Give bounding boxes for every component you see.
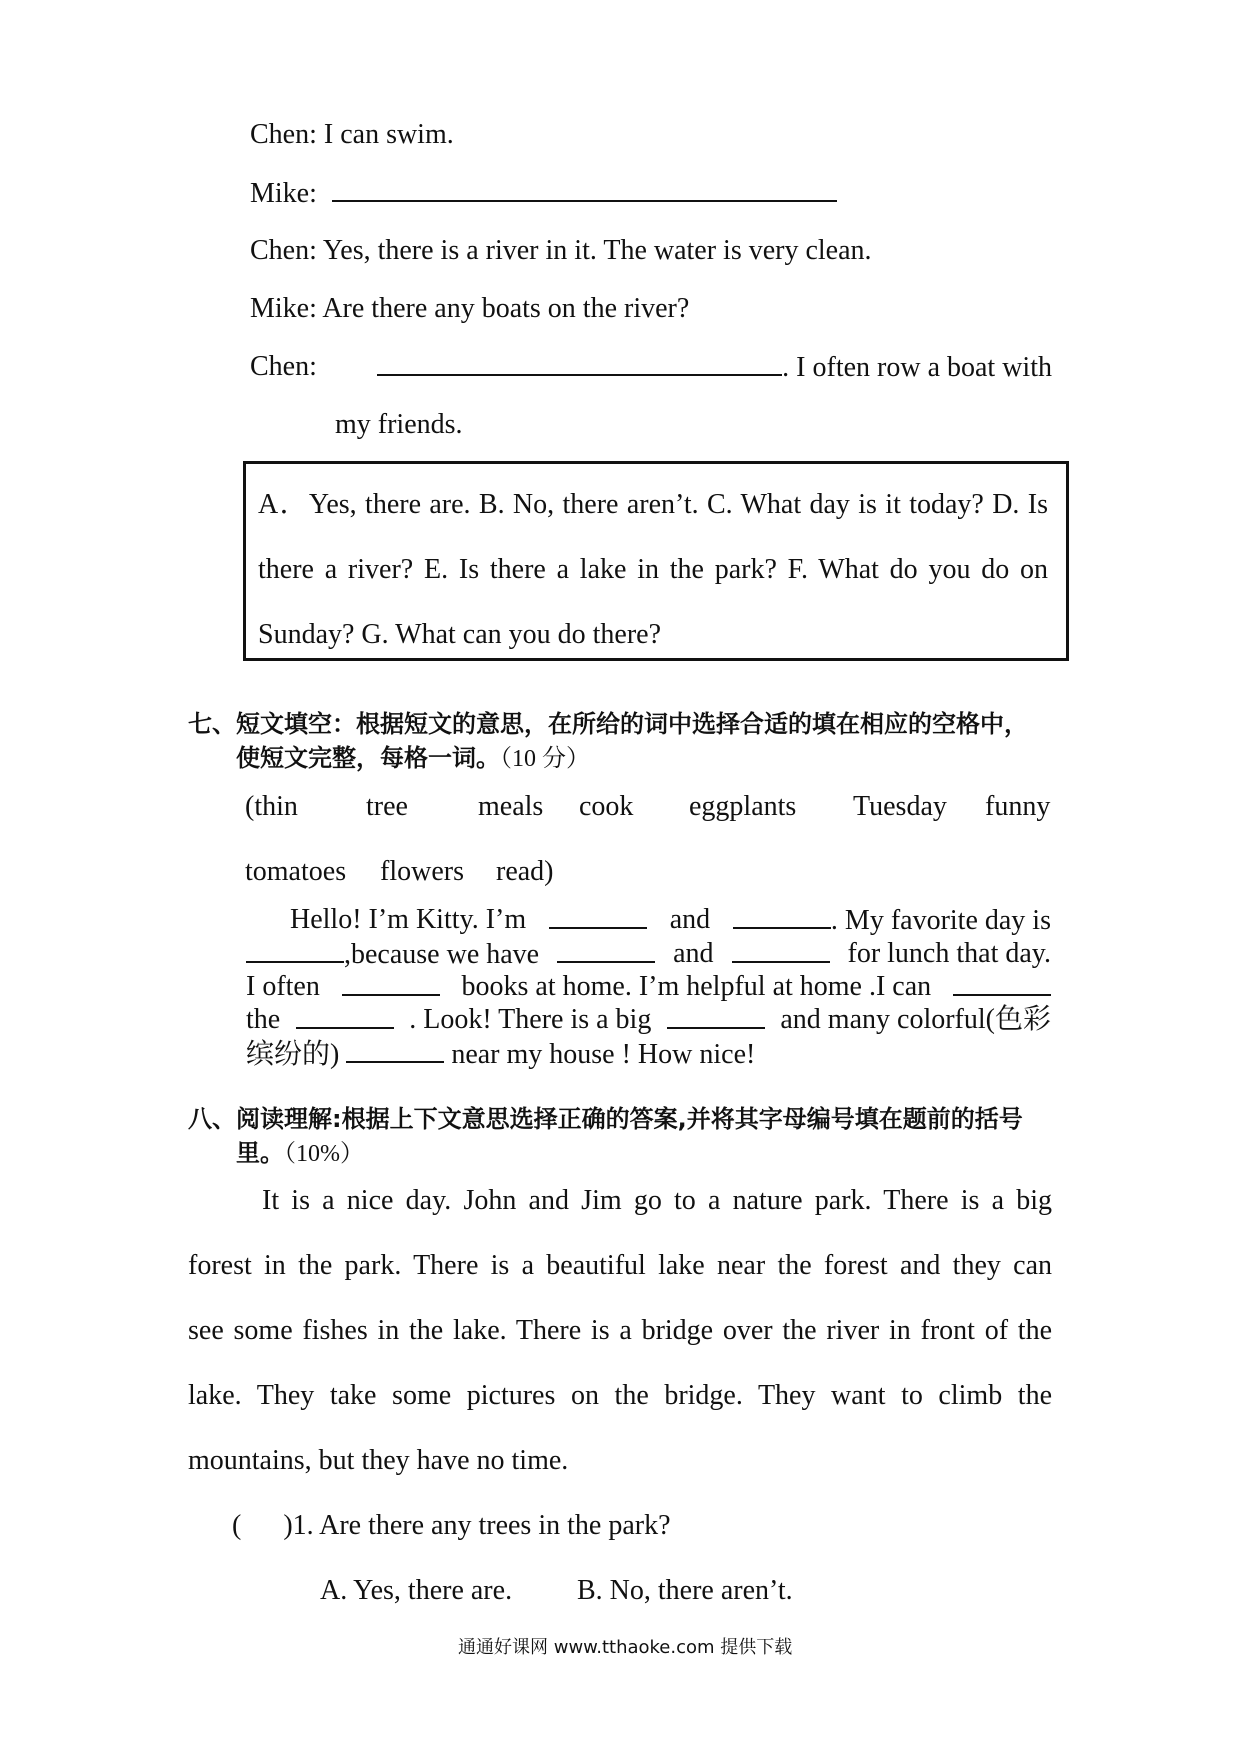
- cloze-text: and: [673, 938, 714, 969]
- word-meals: meals: [478, 791, 544, 822]
- dialogue-line-4: Mike: Are there any boats on the river?: [250, 293, 690, 324]
- cloze-line-4: [246, 1003, 1051, 1037]
- question-1: [232, 1509, 671, 1543]
- dialogue-line-5-rest: . I often row a boat with: [782, 352, 1052, 383]
- answer-parentheses[interactable]: ( ): [232, 1510, 293, 1541]
- cloze-blank[interactable]: [342, 970, 440, 996]
- question-1-text: 1. Are there any trees in the park?: [292, 1510, 671, 1541]
- cloze-text: and: [669, 904, 711, 935]
- cloze-text: the: [246, 1004, 281, 1035]
- cloze-text: . Look! There is a big: [409, 1004, 652, 1035]
- word-tomatoes: tomatoes: [245, 856, 347, 887]
- options-line-2: there a river? E. Is there a lake in the park? F. What do you do on: [258, 554, 1048, 585]
- section-8-score: （10%）: [284, 1141, 364, 1167]
- cloze-blank[interactable]: [296, 1003, 394, 1029]
- cloze-text: 缤纷的): [246, 1039, 340, 1070]
- dialogue-line-6: my friends.: [335, 409, 463, 440]
- cloze-text: . My favorite day is: [830, 905, 1051, 936]
- passage-line-1: It is a nice day. John and Jim go to a nature park. There is a big: [262, 1185, 1052, 1216]
- options-line-1: A．Yes, there are. B. No, there aren’t. C. What day is it today? D. Is: [258, 489, 1048, 520]
- word-cook: cook: [579, 791, 634, 822]
- cloze-line-2: [246, 937, 1051, 972]
- passage-line-3: see some fishes in the lake. There is a bridge over the river in front of the: [188, 1315, 1052, 1346]
- answer-blank[interactable]: [332, 176, 837, 202]
- options-line-3: Sunday? G. What can you do there?: [258, 619, 662, 650]
- section-7-score: （10 分）: [500, 746, 590, 772]
- word-tuesday: Tuesday: [853, 791, 947, 822]
- section-8-title-line-2: [236, 1136, 364, 1171]
- passage-line-5: mountains, but they have no time.: [188, 1445, 569, 1476]
- speaker-mike: Mike:: [250, 178, 317, 209]
- cloze-blank[interactable]: [732, 937, 830, 963]
- word-thin: (thin: [245, 791, 298, 822]
- section-8-instruction: 里。: [236, 1139, 284, 1167]
- section-7-title: 七、短文填空：根据短文的意思，在所给的词中选择合适的填在相应的空格中，: [188, 710, 1028, 738]
- word-read: read): [496, 856, 554, 887]
- cloze-blank[interactable]: [953, 970, 1051, 996]
- cloze-blank[interactable]: [557, 937, 655, 963]
- dialogue-line-2: [250, 176, 837, 211]
- dialogue-line-3: Chen: Yes, there is a river in it. The water is very clean.: [250, 235, 872, 266]
- answer-blank[interactable]: [377, 350, 782, 376]
- word-eggplants: eggplants: [689, 791, 797, 822]
- speaker-chen: Chen:: [250, 351, 317, 382]
- footer-source: 通通好课网 www.tthaoke.com 提供下载: [458, 1637, 793, 1658]
- cloze-text: ,because we have: [344, 939, 540, 970]
- word-tree: tree: [366, 791, 408, 822]
- cloze-line-3: [246, 970, 1051, 1004]
- question-1-option-a[interactable]: A. Yes, there are.: [320, 1575, 513, 1606]
- cloze-text: near my house ! How nice!: [451, 1039, 756, 1070]
- cloze-blank[interactable]: [549, 903, 647, 929]
- passage-line-2: forest in the park. There is a beautiful lake near the forest and they can: [188, 1250, 1052, 1281]
- cloze-line-5: [246, 1037, 755, 1072]
- passage-line-4: lake. They take some pictures on the bridge. They want to climb the: [188, 1380, 1052, 1411]
- cloze-blank[interactable]: [346, 1037, 444, 1063]
- cloze-text: and many colorful(色彩: [780, 1004, 1051, 1035]
- dialogue-line-1: Chen: I can swim.: [250, 119, 454, 150]
- cloze-line-1: [290, 903, 1051, 938]
- cloze-text: books at home. I’m helpful at home .I can: [461, 971, 932, 1002]
- word-funny: funny: [985, 791, 1051, 822]
- question-1-option-b[interactable]: B. No, there aren’t.: [577, 1575, 793, 1606]
- cloze-text: for lunch that day.: [847, 938, 1051, 969]
- dialogue-line-5: [250, 350, 1052, 385]
- section-7-instruction: 使短文完整，每格一词。: [236, 744, 500, 772]
- section-8-title: 八、阅读理解:根据上下文意思选择正确的答案,并将其字母编号填在题前的括号: [188, 1105, 1023, 1133]
- word-flowers: flowers: [380, 856, 464, 887]
- cloze-text: Hello! I’m Kitty. I’m: [290, 904, 527, 935]
- cloze-blank[interactable]: [733, 903, 831, 929]
- cloze-blank[interactable]: [246, 937, 344, 963]
- section-7-title-line-2: [236, 741, 590, 776]
- cloze-blank[interactable]: [667, 1003, 765, 1029]
- cloze-text: I often: [246, 971, 320, 1002]
